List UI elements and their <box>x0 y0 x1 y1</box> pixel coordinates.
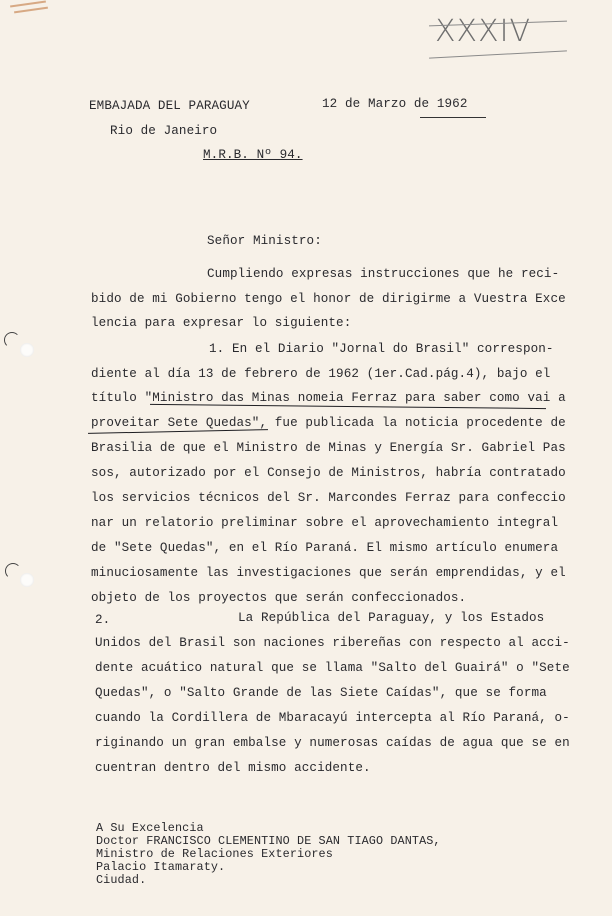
addressee-line: Palacio Itamaraty. <box>96 860 226 874</box>
body-line: dente acuático natural que se llama "Salto del Guairá" o "Sete <box>95 661 570 675</box>
body-line: La República del Paraguay, y los Estados <box>238 611 545 625</box>
body-line: cuentran dentro del mismo accidente. <box>95 761 371 775</box>
body-line: título "Ministro das Minas nomeia Ferraz para saber como vai a <box>91 391 566 405</box>
body-line: de "Sete Quedas", en el Río Paraná. El mismo artículo enumera <box>91 541 559 555</box>
body-line: riginando un gran embalse y numerosas caídas de agua que se en <box>95 736 570 750</box>
body-line: los servicios técnicos del Sr. Marcondes Ferraz para confeccio <box>91 491 566 505</box>
punch-hole <box>20 573 34 587</box>
archive-stamp <box>435 14 555 54</box>
body-line: Cumpliendo expresas instrucciones que he reci- <box>207 267 560 281</box>
stamp-text: XXXIV <box>435 14 532 49</box>
punch-hole <box>20 343 34 357</box>
body-line: cuando la Cordillera de Mbaracayú intercepta al Río Paraná, o- <box>95 711 570 725</box>
embassy-name: EMBAJADA DEL PARAGUAY <box>89 99 250 113</box>
addressee-line: Ciudad. <box>96 873 147 887</box>
body-line: Unidos del Brasil son naciones ribereñas con respecto al acci- <box>95 636 570 650</box>
salutation: Señor Ministro: <box>207 234 322 248</box>
city: Rio de Janeiro <box>110 124 218 138</box>
punch-hole-mark <box>5 563 21 579</box>
date-underline <box>420 117 486 118</box>
addressee-line: Doctor FRANCISCO CLEMENTINO DE SAN TIAGO DANTAS, <box>96 834 441 848</box>
addressee-line: A Su Excelencia <box>96 821 204 835</box>
body-line: objeto de los proyectos que serán confeccionados. <box>91 591 467 605</box>
body-line: bido de mi Gobierno tengo el honor de dirigirme a Vuestra Exce <box>91 292 566 306</box>
addressee-line: Ministro de Relaciones Exteriores <box>96 847 333 861</box>
reference-number: M.R.B. Nº 94. <box>203 148 303 162</box>
body-line: lencia para expresar lo siguiente: <box>91 316 352 330</box>
edge-stain <box>10 1 46 8</box>
edge-stain <box>14 7 48 14</box>
body-line: Quedas", o "Salto Grande de las Siete Caídas", que se forma <box>95 686 547 700</box>
body-line: nar un relatorio preliminar sobre el aprovechamiento integral <box>91 516 559 530</box>
punch-hole-mark <box>4 332 20 348</box>
body-line: minuciosamente las investigaciones que serán emprendidas, y el <box>91 566 566 580</box>
body-line: 1. En el Diario "Jornal do Brasil" correspon- <box>209 342 554 356</box>
paragraph-number: 2. <box>95 613 111 627</box>
body-line: sos, autorizado por el Consejo de Ministros, habría contratado <box>91 466 566 480</box>
letter-date: 12 de Marzo de 1962 <box>322 97 468 111</box>
body-line: Brasilia de que el Ministro de Minas y Energía Sr. Gabriel Pas <box>91 441 566 455</box>
body-line: proveitar Sete Quedas", fue publicada la noticia procedente de <box>91 416 566 430</box>
body-line: diente al día 13 de febrero de 1962 (1er.Cad.pág.4), bajo el <box>91 367 551 381</box>
